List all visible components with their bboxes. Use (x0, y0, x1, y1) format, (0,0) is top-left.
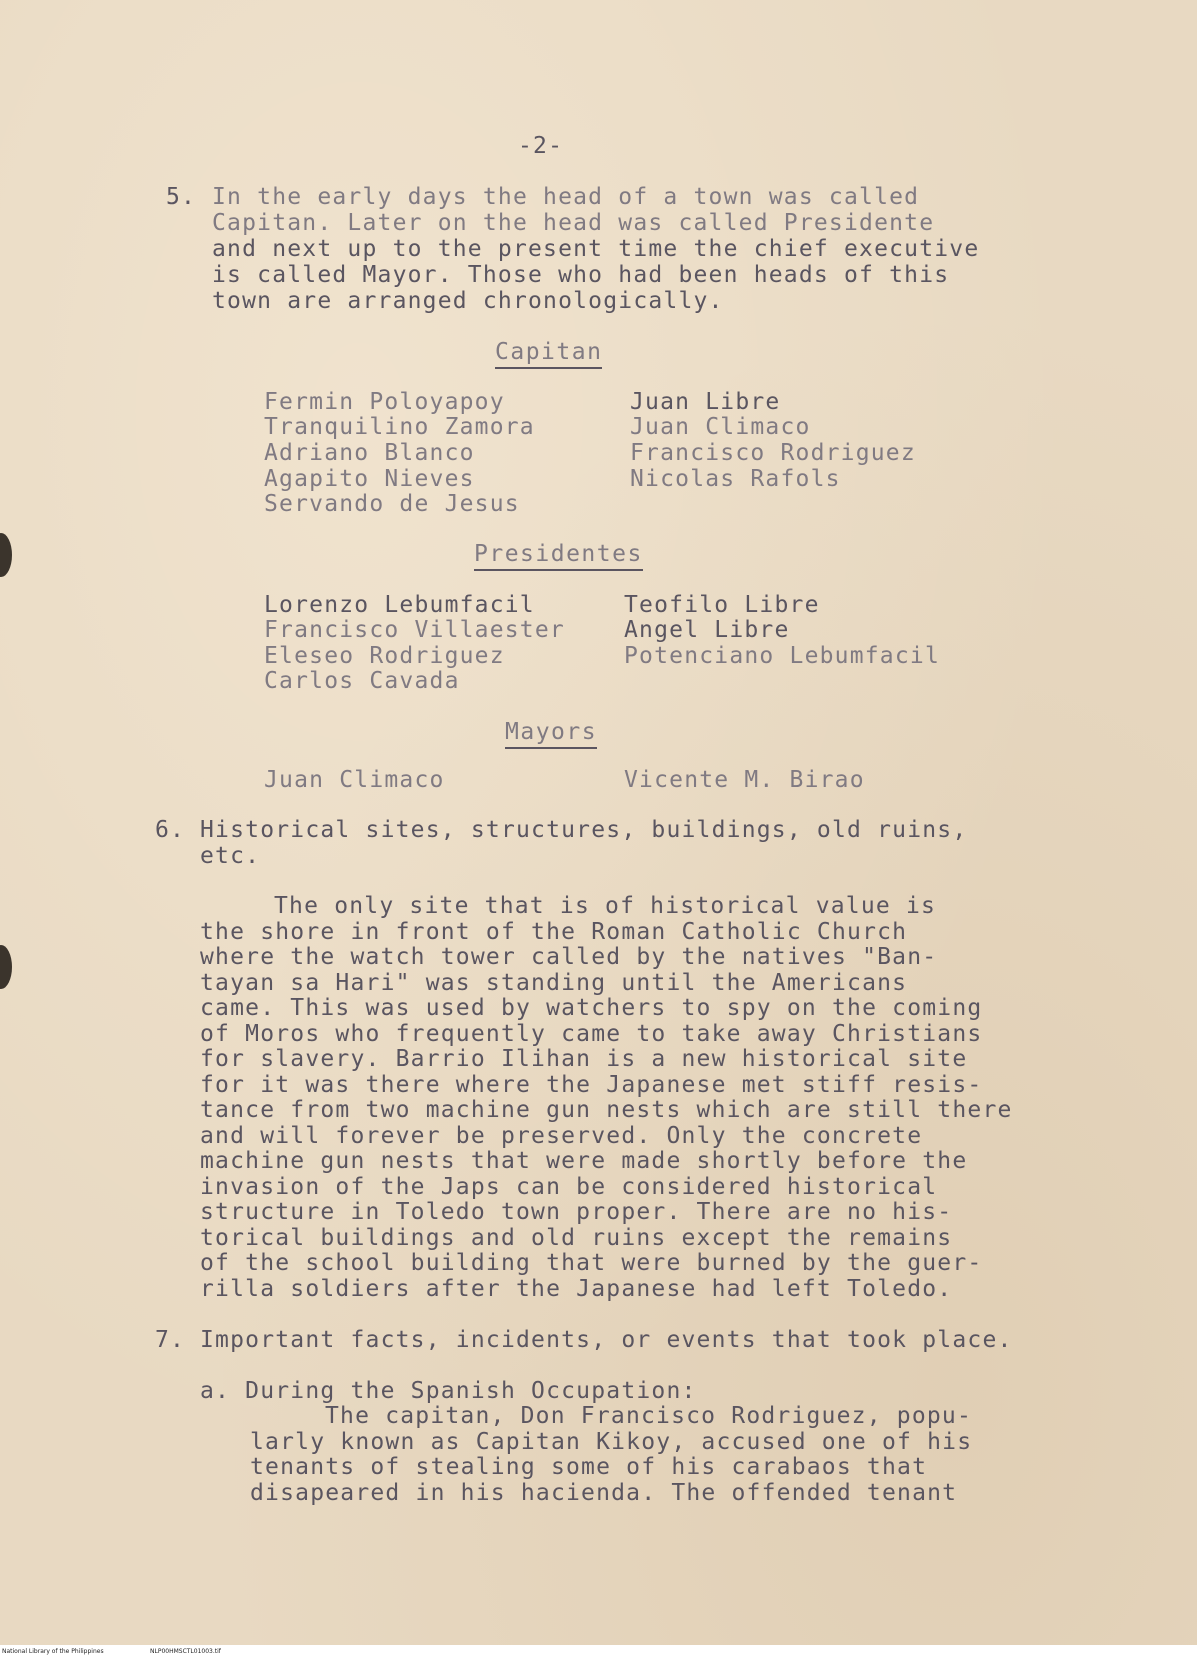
sub-item-a-line: tenants of stealing some of his carabaos that (250, 1454, 928, 1480)
item-6-paragraph-line: structure in Toledo town proper. There are no his- (200, 1199, 953, 1225)
presidente-name: Teofilo Libre (624, 592, 820, 618)
item-7-line: Important facts, incidents, or events that took place. (200, 1327, 1013, 1353)
item-6-paragraph-line: The only site that is of historical value is (274, 893, 937, 919)
capitan-name: Juan Libre (630, 389, 781, 415)
item-6-paragraph-line: machine gun nests that were made shortly before the (200, 1148, 968, 1174)
section-heading-presidentes: Presidentes (474, 541, 643, 571)
mayor-name: Juan Climaco (264, 767, 445, 793)
item-5-line: Capitan. Later on the head was called Presidente (212, 210, 935, 236)
capitan-name: Adriano Blanco (264, 440, 475, 466)
item-6-paragraph-line: and will forever be preserved. Only the concrete (200, 1123, 923, 1149)
item-5-line: is called Mayor. Those who had been heads of this (212, 262, 950, 288)
item-6-paragraph-line: where the watch tower called by the natives "Ban- (200, 944, 938, 970)
sub-item-a-line: The capitan, Don Francisco Rodriguez, popu- (325, 1403, 973, 1429)
item-6-paragraph-line: rilla soldiers after the Japanese had left Toledo. (200, 1276, 953, 1302)
section-heading-capitan: Capitan (495, 339, 602, 369)
presidente-name: Carlos Cavada (264, 668, 460, 694)
item-6-paragraph-line: of Moros who frequently came to take away Christians (200, 1021, 983, 1047)
item-6-paragraph-line: for slavery. Barrio Ilihan is a new historical site (200, 1046, 968, 1072)
binder-hole (0, 533, 12, 577)
capitan-name: Francisco Rodriguez (630, 440, 916, 466)
item-6-number: 6. (155, 817, 186, 843)
item-6-paragraph-line: of the school building that were burned by the guer- (200, 1250, 983, 1276)
item-6-paragraph-line: the shore in front of the Roman Catholic Church (200, 919, 908, 945)
mayor-name: Vicente M. Birao (624, 767, 865, 793)
binder-hole (0, 945, 12, 989)
item-6-line: etc. (200, 843, 261, 869)
item-6-line: Historical sites, structures, buildings, old ruins, (200, 817, 968, 843)
footer-file: NLP00HMSCTL01003.tif (150, 1648, 221, 1655)
capitan-name: Agapito Nieves (264, 466, 475, 492)
capitan-name: Nicolas Rafols (630, 466, 841, 492)
item-6-paragraph-line: invasion of the Japs can be considered historical (200, 1174, 938, 1200)
section-heading-mayors: Mayors (505, 719, 597, 749)
item-7-number: 7. (155, 1327, 186, 1353)
scan-footer (0, 1645, 1197, 1658)
presidente-name: Eleseo Rodriguez (264, 643, 505, 669)
sub-item-a-line: disapeared in his hacienda. The offended tenant (250, 1480, 958, 1506)
footer-library: National Library of the Philippines (2, 1648, 104, 1655)
capitan-name: Tranquilino Zamora (264, 414, 535, 440)
page-number: -2- (518, 133, 564, 159)
capitan-name: Fermin Poloyapoy (264, 389, 505, 415)
presidente-name: Lorenzo Lebumfacil (264, 592, 535, 618)
item-5-number: 5. (166, 184, 197, 210)
presidente-name: Potenciano Lebumfacil (624, 643, 940, 669)
item-6-paragraph-line: came. This was used by watchers to spy on the coming (200, 995, 983, 1021)
item-5-line: and next up to the present time the chief executive (212, 236, 980, 262)
item-5-line: town are arranged chronologically. (212, 288, 724, 314)
item-6-paragraph-line: tance from two machine gun nests which are still there (200, 1097, 1013, 1123)
item-6-paragraph-line: torical buildings and old ruins except the remains (200, 1225, 953, 1251)
item-6-paragraph-line: for it was there where the Japanese met stiff resis- (200, 1072, 983, 1098)
presidente-name: Francisco Villaester (264, 617, 565, 643)
capitan-name: Juan Climaco (630, 414, 811, 440)
sub-item-a-label: a. During the Spanish Occupation: (200, 1378, 697, 1404)
presidente-name: Angel Libre (624, 617, 790, 643)
capitan-name: Servando de Jesus (264, 491, 520, 517)
item-6-paragraph-line: tayan sa Hari" was standing until the Americans (200, 970, 908, 996)
sub-item-a-line: larly known as Capitan Kikoy, accused one of his (250, 1429, 973, 1455)
item-5-line: In the early days the head of a town was called (212, 184, 920, 210)
